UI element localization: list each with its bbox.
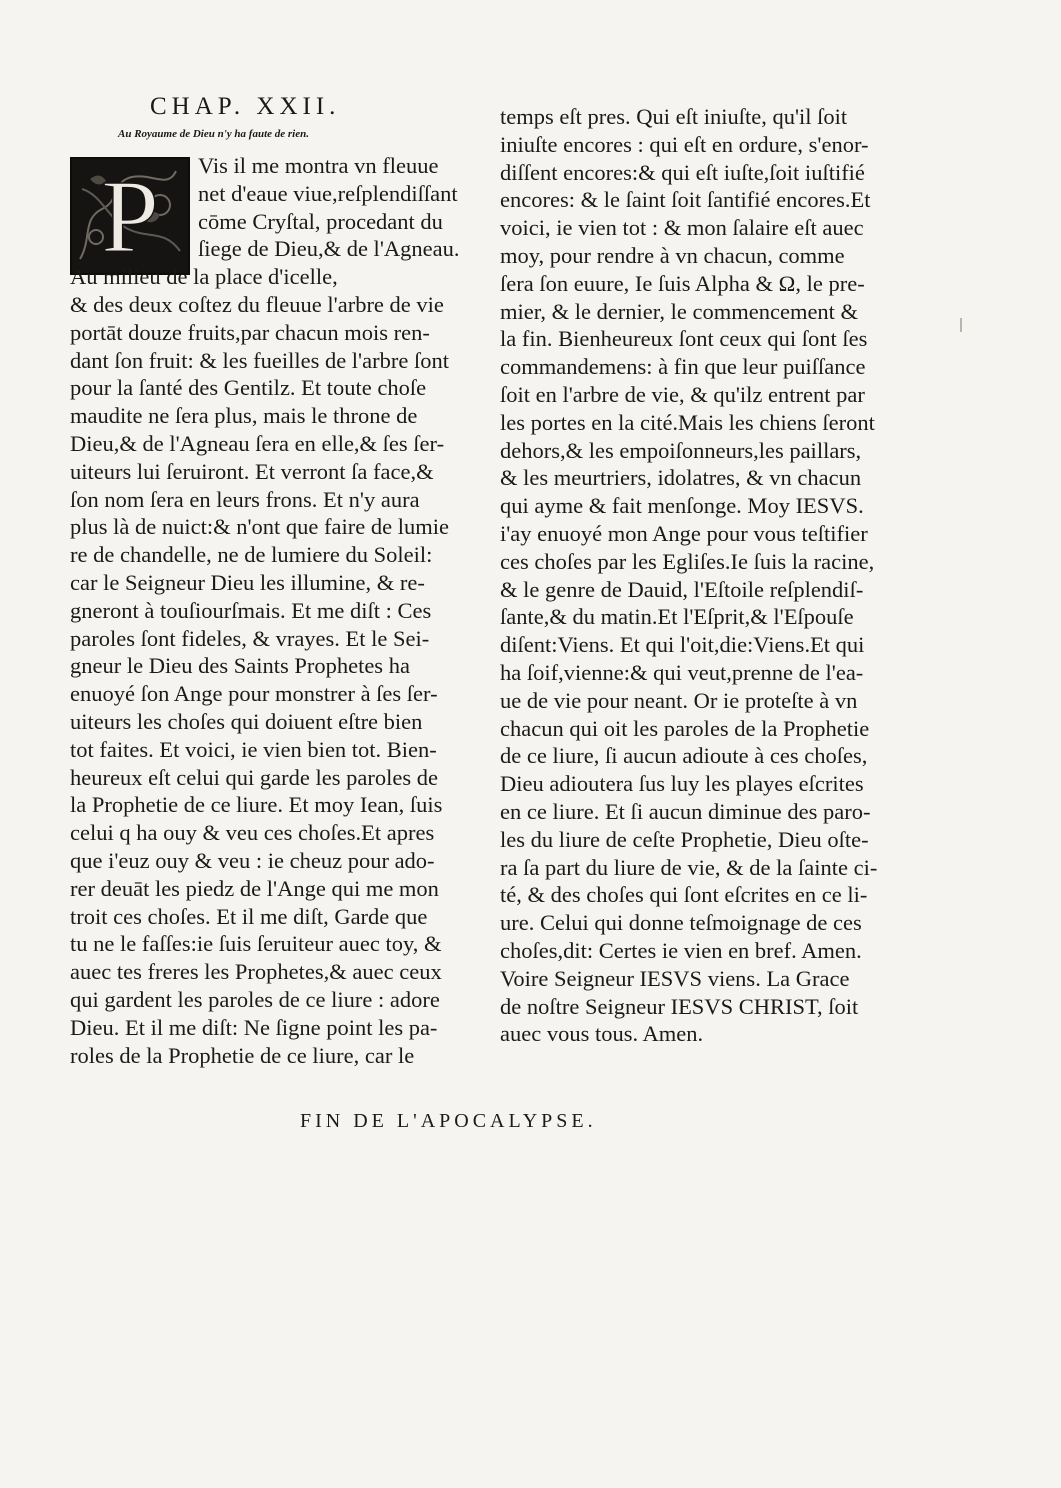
text-line: en ce liure. Et ſi aucun diminue des paro- — [500, 798, 871, 824]
text-line: gneur le Dieu des Saints Prophetes ha — [70, 653, 410, 679]
text-line: la Prophetie de ce liure. Et moy Iean, ſuis — [70, 792, 443, 818]
text-line: choſes,dit: Certes ie vien en bref. Amen. — [500, 937, 862, 963]
text-line: voici, ie vien tot : & mon ſalaire eſt auec — [500, 215, 864, 241]
text-line: la fin. Bienheureux ſont ceux qui ſont ſes — [500, 326, 868, 352]
text-line: qui ayme & fait menſonge. Moy IESVS. — [500, 493, 864, 519]
text-line: net d'eaue viue,reſplendiſſant — [198, 180, 458, 206]
text-line: commandemens: à fin que leur puiſſance — [500, 354, 866, 380]
text-line: enuoyé ſon Ange pour monstrer à ſes ſer- — [70, 681, 438, 707]
text-line: paroles ſont fideles, & vrayes. Et le Sei- — [70, 625, 430, 651]
text-line: Dieu adioutera ſus luy les playes eſcrites — [500, 771, 864, 797]
text-line: de noſtre Seigneur IESVS CHRIST, ſoit — [500, 993, 859, 1019]
text-line: uiteurs lui ſeruiront. Et verront ſa face,& — [70, 458, 434, 484]
text-line: les portes en la cité.Mais les chiens ſeront — [500, 409, 875, 435]
chapter-heading: CHAP. XXII. — [150, 93, 341, 120]
chapter-summary: Au Royaume de Dieu n'y ha faute de rien. — [118, 128, 309, 140]
text-line: iniuſte encores : qui eſt en ordure, s'enor- — [500, 131, 869, 157]
text-line: ure. Celui qui donne teſmoignage de ces — [500, 910, 862, 936]
right-text-column — [500, 103, 908, 1048]
text-line: & les meurtriers, idolatres, & vn chacun — [500, 465, 862, 491]
text-line: roles de la Prophetie de ce liure, car le — [70, 1042, 415, 1068]
text-line: troit ces choſes. Et il me diſt, Garde que — [70, 903, 428, 929]
text-line: mier, & le dernier, le commencement & — [500, 298, 859, 324]
text-line: uiteurs les choſes qui doiuent eſtre bien — [70, 708, 423, 734]
text-line: re de chandelle, ne de lumiere du Soleil: — [70, 542, 433, 568]
text-line: té, & des choſes qui ſont eſcrites en ce li- — [500, 882, 868, 908]
text-line: chacun qui oit les paroles de la Prophetie — [500, 715, 870, 741]
text-line: plus là de nuict:& n'ont que faire de lumie — [70, 514, 449, 540]
text-line: diſent:Viens. Et qui l'oit,die:Viens.Et qui — [500, 632, 865, 658]
text-line: encores: & le ſaint ſoit ſantifié encores.Et — [500, 187, 871, 213]
text-line: Dieu,& de l'Agneau ſera en elle,& ſes ſer- — [70, 430, 445, 456]
text-line: ſon nom ſera en leurs frons. Et n'y aura — [70, 486, 420, 512]
text-line: ra ſa part du liure de vie, & de la ſainte ci- — [500, 854, 878, 880]
text-line: & des deux coſtez du fleuue l'arbre de vie — [70, 291, 444, 317]
closing-title: FIN DE L'APOCALYPSE. — [300, 1110, 597, 1132]
text-line: moy, pour rendre à vn chacun, comme — [500, 242, 845, 268]
text-line: maudite ne ſera plus, mais le throne de — [70, 403, 418, 429]
text-line: ſante,& du matin.Et l'Eſprit,& l'Eſpouſe — [500, 604, 854, 630]
text-line: Au milieu de la place d'icelle, — [70, 264, 338, 290]
text-line: i'ay enuoyé mon Ange pour vous teſtifier — [500, 520, 868, 546]
margin-mark — [960, 318, 962, 332]
text-line: gneront à touſiourſmais. Et me diſt : Ces — [70, 597, 432, 623]
text-line: ſera ſon euure, Ie ſuis Alpha & Ω, le pre- — [500, 270, 865, 296]
text-line: diſſent encores:& qui eſt iuſte,ſoit iuſtifié — [500, 159, 865, 185]
text-line: pour la ſanté des Gentilz. Et toute choſe — [70, 375, 427, 401]
text-line: portāt douze fruits,par chacun mois ren- — [70, 319, 430, 345]
text-line: celui q ha ouy & veu ces choſes.Et apres — [70, 820, 435, 846]
text-line: qui gardent les paroles de ce liure : adore — [70, 986, 440, 1012]
text-line: auec tes freres les Prophetes,& auec ceux — [70, 959, 442, 985]
text-line: temps eſt pres. Qui eſt iniuſte, qu'il ſoit — [500, 104, 848, 129]
text-line: Vis il me montra vn fleuue — [198, 153, 439, 178]
text-line: Dieu. Et il me diſt: Ne ſigne point les pa- — [70, 1014, 438, 1040]
text-line: de ce liure, ſi aucun adioute à ces choſes, — [500, 743, 868, 769]
text-line: auec vous tous. Amen. — [500, 1021, 704, 1047]
text-line: que i'euz ouy & veu : ie cheuz pour ado- — [70, 847, 435, 873]
text-line: car le Seigneur Dieu les illumine, & re- — [70, 569, 425, 595]
text-line: les du liure de ceſte Prophetie, Dieu oſte- — [500, 826, 869, 852]
text-line: ue de vie pour neant. Or ie proteſte à vn — [500, 687, 858, 713]
text-line: Voire Seigneur IESVS viens. La Grace — [500, 965, 850, 991]
text-line: dant ſon fruit: & les fueilles de l'arbre ſont — [70, 347, 449, 373]
left-text-column — [70, 152, 485, 1069]
text-line: tu ne le faſſes:ie ſuis ſeruiteur auec toy, & — [70, 931, 442, 957]
text-line: tot faites. Et voici, ie vien bien tot. Bien- — [70, 736, 437, 762]
text-line: cōme Cryſtal, procedant du — [198, 208, 443, 234]
text-line: ſoit en l'arbre de vie, & qu'ilz entrent par — [500, 381, 865, 407]
text-line: & le genre de Dauid, l'Eſtoile reſplendiſ- — [500, 576, 864, 602]
text-line: dehors,& les empoiſonneurs,les paillars, — [500, 437, 862, 463]
text-line: ha ſoif,vienne:& qui veut,prenne de l'ea- — [500, 659, 864, 685]
text-line: ces choſes par les Egliſes.Ie ſuis la racine, — [500, 548, 875, 574]
drop-initial-letter: P — [101, 159, 159, 273]
text-line: heureux eſt celui qui garde les paroles de — [70, 764, 438, 790]
text-line: ſiege de Dieu,& de l'Agneau. — [198, 236, 460, 262]
text-line: rer deuāt les piedz de l'Ange qui me mon — [70, 875, 439, 901]
